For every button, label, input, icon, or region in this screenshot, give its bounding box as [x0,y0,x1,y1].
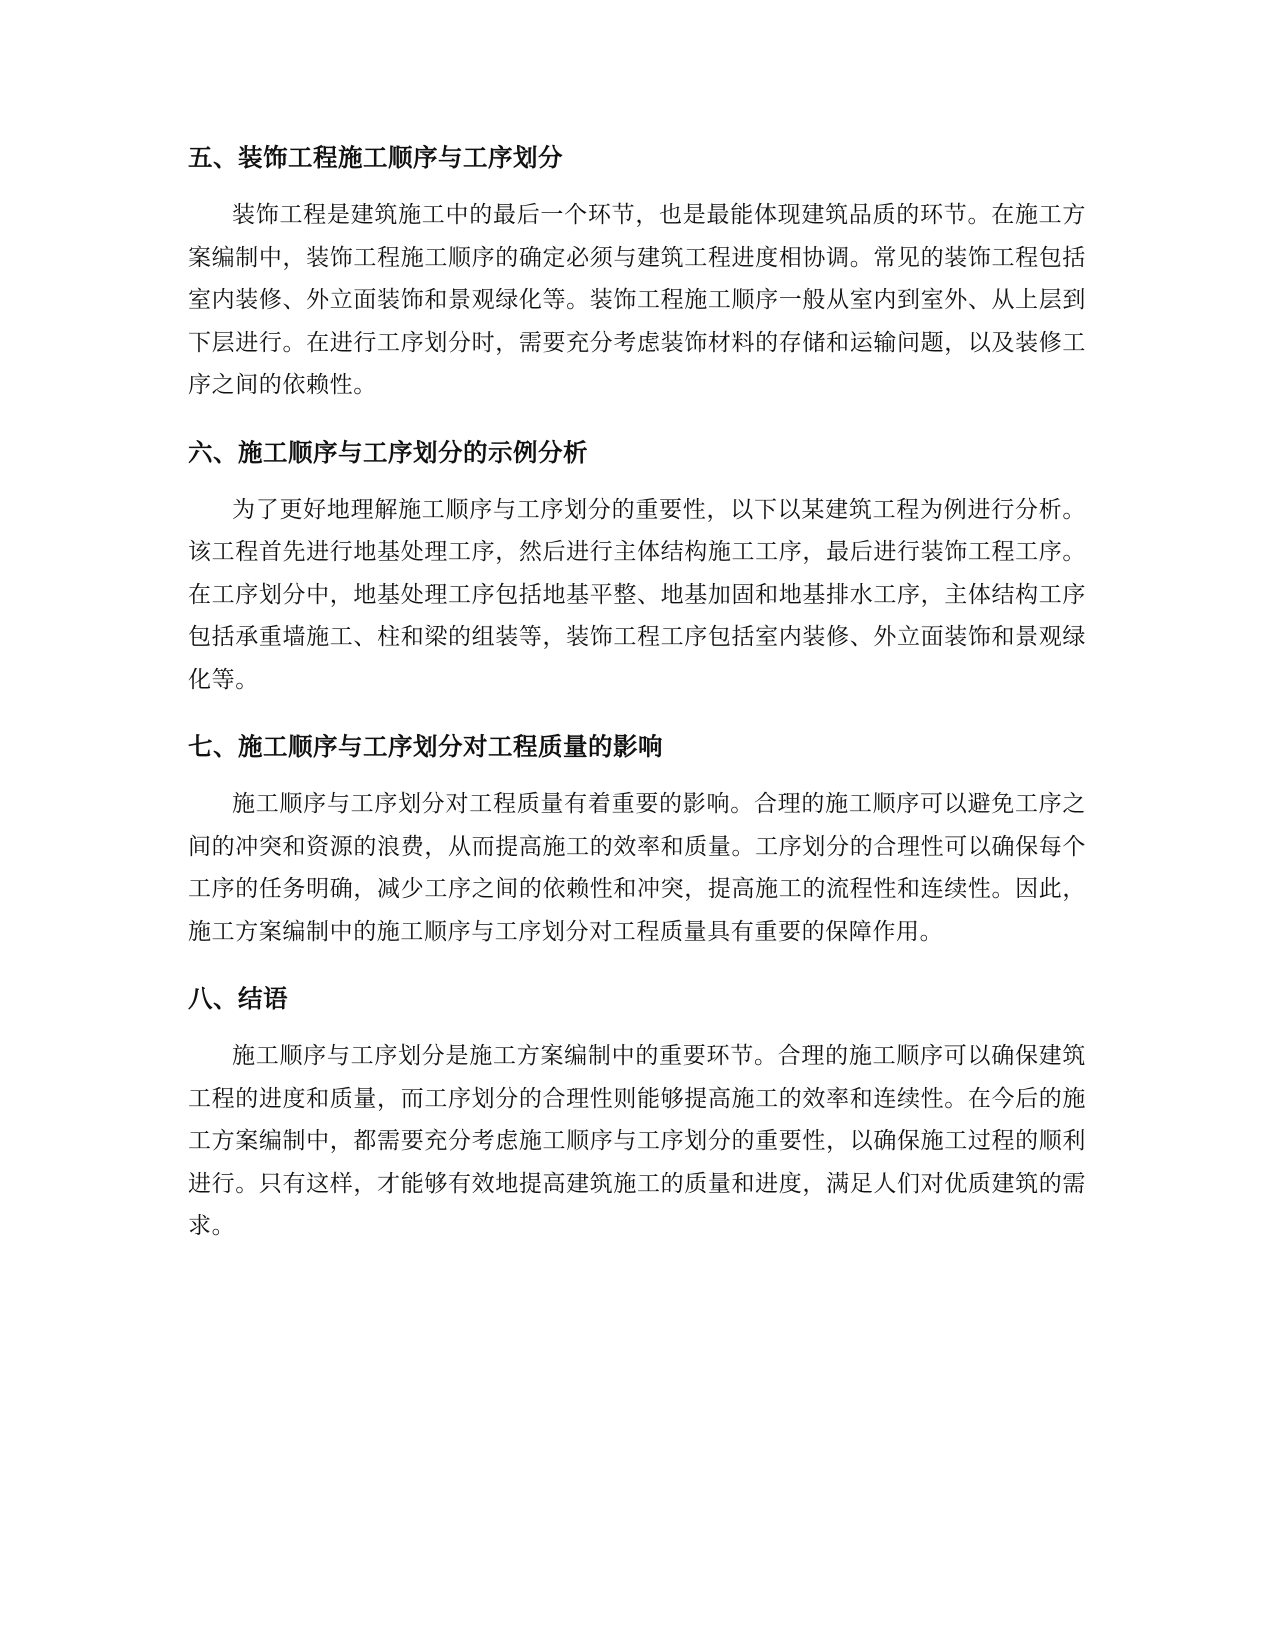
section-paragraph: 为了更好地理解施工顺序与工序划分的重要性，以下以某建筑工程为例进行分析。该工程首先进行地基处理工序，然后进行主体结构施工工序，最后进行装饰工程工序。在工序划分中，地基处理工序包括地基平整、地基加固和地基排水工序，主体结构工序包括承重墙施工、柱和梁的组装等，装饰工程工序包括室内装修、外立面装饰和景观绿化等。 [188,496,1086,693]
section-paragraph: 施工顺序与工序划分对工程质量有着重要的影响。合理的施工顺序可以避免工序之间的冲突和资源的浪费，从而提高施工的效率和质量。工序划分的合理性可以确保每个工序的任务明确，减少工序之间的依赖性和冲突，提高施工的流程性和连续性。因此，施工方案编制中的施工顺序与工序划分对工程质量具有重要的保障作用。 [188,791,1086,945]
section-quality-impact [188,725,1086,953]
section-heading: 八、结语 [188,984,288,1013]
section-paragraph: 施工顺序与工序划分是施工方案编制中的重要环节。合理的施工顺序可以确保建筑工程的进度和质量，而工序划分的合理性则能够提高施工的效率和连续性。在今后的施工方案编制中，都需要充分考虑施工顺序与工序划分的重要性，以确保施工过程的顺利进行。只有这样，才能够有效地提高建筑施工的质量和进度，满足人们对优质建筑的需求。 [188,1043,1086,1239]
section-heading: 五、装饰工程施工顺序与工序划分 [188,143,563,172]
section-decoration-sequence [188,136,1086,407]
section-paragraph: 装饰工程是建筑施工中的最后一个环节，也是最能体现建筑品质的环节。在施工方案编制中，装饰工程施工顺序的确定必须与建筑工程进度相协调。常见的装饰工程包括室内装修、外立面装饰和景观绿化等。装饰工程施工顺序一般从室内到室外、从上层到下层进行。在进行工序划分时，需要充分考虑装饰材料的存储和运输问题，以及装修工序之间的依赖性。 [188,202,1086,398]
section-heading: 七、施工顺序与工序划分对工程质量的影响 [188,732,663,761]
document-page [188,136,1086,1272]
section-conclusion [188,977,1086,1248]
section-heading: 六、施工顺序与工序划分的示例分析 [188,437,588,467]
section-example-analysis [188,431,1086,702]
